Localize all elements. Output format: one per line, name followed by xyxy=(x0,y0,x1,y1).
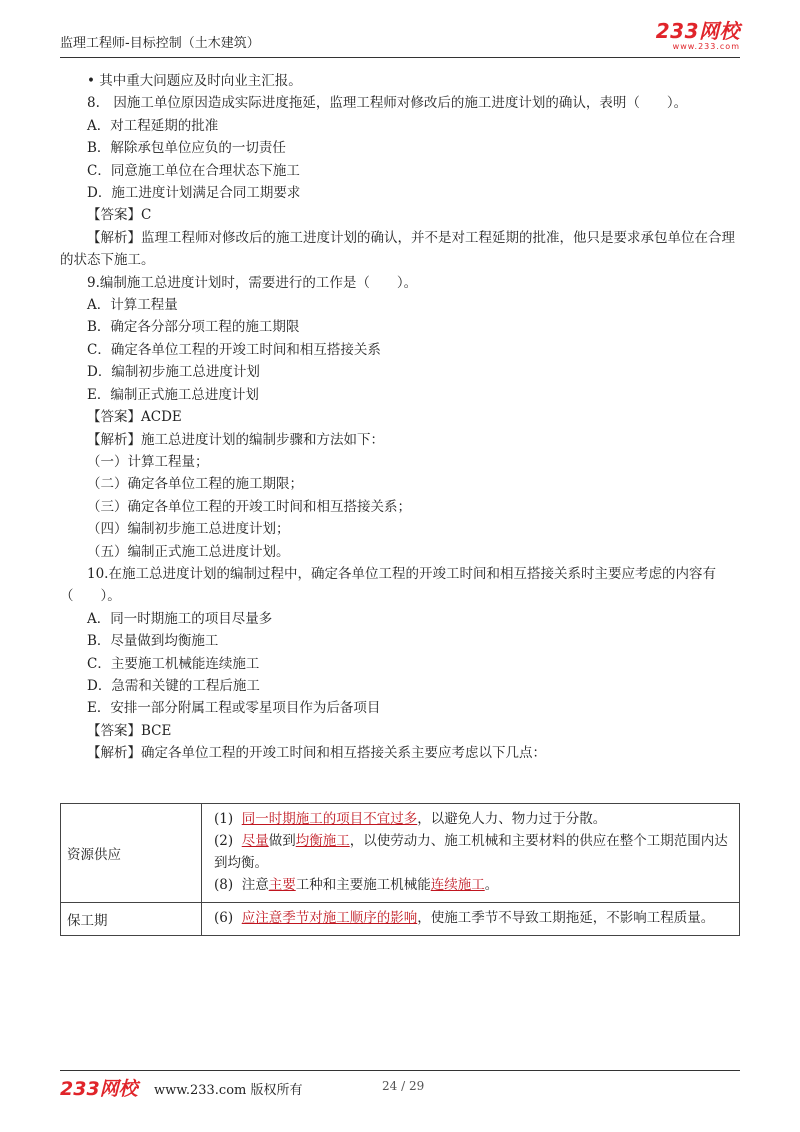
highlight-text: 尽量 xyxy=(241,833,269,849)
table-item xyxy=(214,830,733,874)
table-row xyxy=(61,903,740,936)
option-d: D．编制初步施工总进度计划 xyxy=(87,364,260,381)
analysis: 【解析】施工总进度计划的编制步骤和方法如下： xyxy=(87,431,384,448)
row-content xyxy=(202,804,740,903)
item-text: 做到 xyxy=(268,833,296,849)
table-item xyxy=(214,874,733,896)
text-line: • 其中重大问题应及时向业主汇报。 xyxy=(87,73,302,89)
item-number: (6) xyxy=(214,910,234,926)
page-header xyxy=(60,20,740,54)
option-d: D．急需和关键的工程后施工 xyxy=(87,677,260,694)
row-content xyxy=(202,903,740,936)
item-number: (1) xyxy=(214,811,234,827)
consideration-table xyxy=(60,803,740,936)
page-number: 24 / 29 xyxy=(382,1079,425,1093)
item-text: ，使施工季节不导致工期拖延，不影响工程质量。 xyxy=(417,910,715,926)
logo-text: 233网校 xyxy=(655,19,740,43)
option-e: E．安排一部分附属工程或零星项目作为后备项目 xyxy=(87,700,381,717)
answer: 【答案】C xyxy=(87,207,152,224)
header-title: 监理工程师-目标控制（土木建筑） xyxy=(60,36,260,51)
option-b: B．尽量做到均衡施工 xyxy=(87,633,219,650)
document-body xyxy=(60,70,740,765)
option-a: A．对工程延期的批准 xyxy=(87,117,219,134)
step-item: （三）确定各单位工程的开竣工时间和相互搭接关系； xyxy=(87,498,411,515)
step-item: （四）编制初步施工总进度计划； xyxy=(87,521,290,538)
option-c: C．确定各单位工程的开竣工时间和相互搭接关系 xyxy=(87,341,381,358)
answer: 【答案】ACDE xyxy=(87,409,182,426)
page-footer xyxy=(60,1074,740,1100)
table-item xyxy=(214,907,733,929)
item-number: (8) xyxy=(214,877,234,893)
item-text: ，以使劳动力、施工机械和主要材料的供应在整个工期范围内达到均衡。 xyxy=(214,833,728,871)
question-8: 8. 因施工单位原因造成实际进度拖延，监理工程师对修改后的施工进度计划的确认，表明（ ）。 xyxy=(87,95,688,112)
option-d: D．施工进度计划满足合同工期要求 xyxy=(87,185,301,202)
footer-logo: 233网校 xyxy=(60,1078,138,1100)
option-b: B．解除承包单位应负的一切责任 xyxy=(87,140,286,157)
row-label: 资源供应 xyxy=(61,804,202,903)
highlight-text: 应注意季节对施工顺序的影响 xyxy=(241,910,418,926)
highlight-text: 均衡施工 xyxy=(295,833,350,849)
footer-copyright: www.233.com 版权所有 xyxy=(154,1083,303,1098)
row-label: 保工期 xyxy=(61,903,202,936)
option-e: E．编制正式施工总进度计划 xyxy=(87,386,259,403)
header-divider xyxy=(60,57,740,58)
analysis: 【解析】确定各单位工程的开竣工时间和相互搭接关系主要应考虑以下几点： xyxy=(87,745,546,762)
step-item: （二）确定各单位工程的施工期限； xyxy=(87,476,303,493)
step-item: （一）计算工程量； xyxy=(87,453,209,470)
option-a: A．计算工程量 xyxy=(87,297,178,314)
answer: 【答案】BCE xyxy=(87,722,172,739)
item-number: (2) xyxy=(214,833,234,849)
analysis: 【解析】监理工程师对修改后的施工进度计划的确认，并不是对工程延期的批准，他只是要求承包单位在合理的状态下施工。 xyxy=(60,229,735,269)
item-text: 。 xyxy=(484,877,499,893)
logo-subtext: www.233.com xyxy=(672,42,740,51)
question-10: 10.在施工总进度计划的编制过程中，确定各单位工程的开竣工时间和相互搭接关系时主要应考虑的内容有（ ）。 xyxy=(60,565,716,605)
highlight-text: 连续施工 xyxy=(430,877,485,893)
item-text: 注意 xyxy=(241,877,269,893)
option-b: B．确定各分部分项工程的施工期限 xyxy=(87,319,300,336)
table-row xyxy=(61,804,740,903)
footer-divider xyxy=(60,1070,740,1071)
item-text: 工种和主要施工机械能 xyxy=(295,877,431,893)
option-c: C．主要施工机械能连续施工 xyxy=(87,655,260,672)
option-a: A．同一时期施工的项目尽量多 xyxy=(87,610,273,627)
option-c: C．同意施工单位在合理状态下施工 xyxy=(87,162,300,179)
highlight-text: 主要 xyxy=(268,877,296,893)
question-9: 9.编制施工总进度计划时，需要进行的工作是（ ）。 xyxy=(87,274,418,291)
brand-logo xyxy=(656,20,740,51)
highlight-text: 同一时期施工的项目不宜过多 xyxy=(241,811,418,827)
step-item: （五）编制正式施工总进度计划。 xyxy=(87,543,290,560)
item-text: ，以避免人力、物力过于分散。 xyxy=(417,811,607,827)
table-item xyxy=(214,808,733,830)
